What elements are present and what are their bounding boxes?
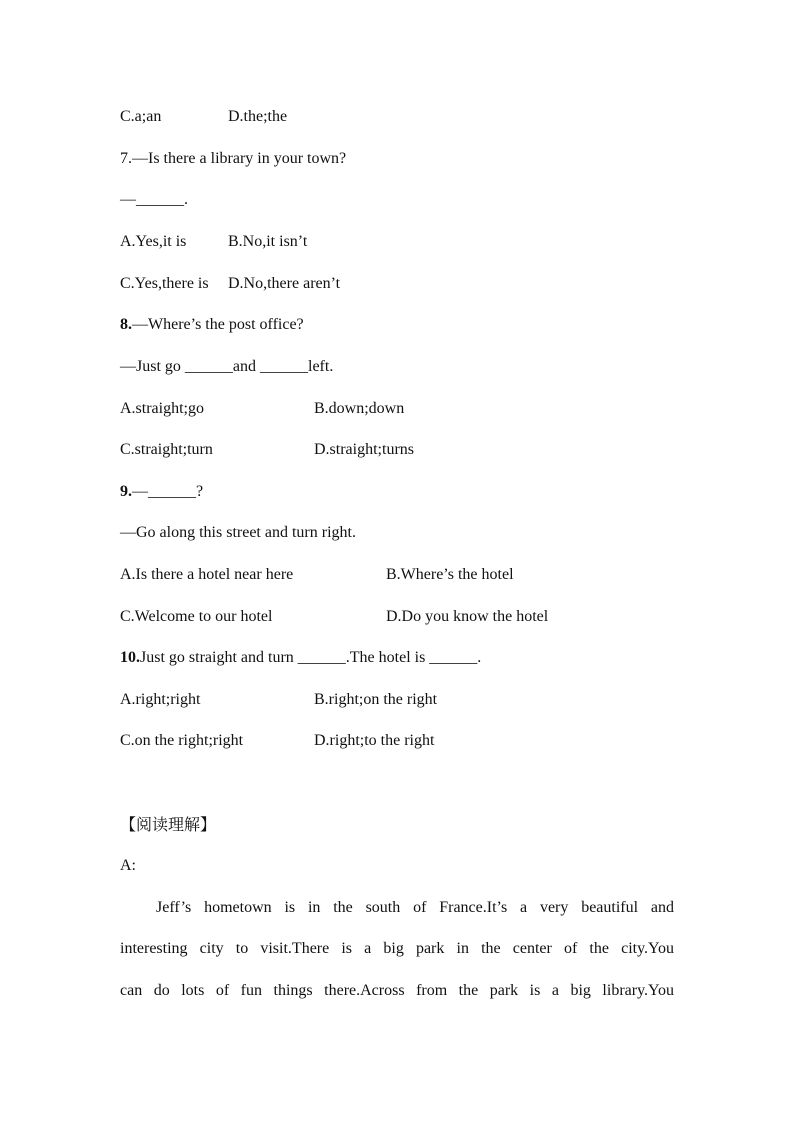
q10-option-d[interactable]: D.right;to the right bbox=[314, 732, 435, 749]
q8-answer-line: —Just go ______and ______left. bbox=[120, 358, 334, 375]
q7-option-c[interactable]: C.Yes,there is bbox=[120, 275, 209, 292]
q10-option-b[interactable]: B.right;on the right bbox=[314, 691, 438, 708]
q8-option-b[interactable]: B.down;down bbox=[314, 400, 405, 417]
q10-options-row-2 bbox=[120, 731, 680, 751]
q8-option-c[interactable]: C.straight;turn bbox=[120, 441, 213, 458]
passage-line-3: can do lots of fun things there.Across from the park is a big library.You bbox=[120, 982, 674, 999]
q10-option-a[interactable]: A.right;right bbox=[120, 691, 201, 708]
q10-option-c[interactable]: C.on the right;right bbox=[120, 732, 244, 749]
passage-line-2: interesting city to visit.There is a big park in the center of the city.You bbox=[120, 940, 674, 957]
q9-option-c[interactable]: C.Welcome to our hotel bbox=[120, 608, 273, 625]
q9-answer-line: —Go along this street and turn right. bbox=[120, 524, 356, 541]
q7-options-row-2 bbox=[120, 274, 680, 294]
q8-option-a[interactable]: A.straight;go bbox=[120, 400, 204, 417]
q6-option-d[interactable]: D.the;the bbox=[228, 108, 288, 125]
q7-option-a[interactable]: A.Yes,it is bbox=[120, 233, 187, 250]
q9-options-row-1 bbox=[120, 565, 680, 585]
q10-question bbox=[120, 648, 481, 668]
passage-label: A: bbox=[120, 857, 136, 874]
q7-option-b[interactable]: B.No,it isn’t bbox=[228, 233, 308, 250]
q7-question: 7.—Is there a library in your town? bbox=[120, 150, 347, 167]
q6-options-row-2 bbox=[120, 107, 680, 127]
q7-answer-line: —______. bbox=[120, 191, 188, 208]
q9-option-a[interactable]: A.Is there a hotel near here bbox=[120, 566, 294, 583]
reading-section-title: 【阅读理解】 bbox=[120, 815, 217, 834]
q7-options-row-1 bbox=[120, 232, 680, 252]
q10-question-text: Just go straight and turn ______.The hotel is ______. bbox=[140, 649, 482, 666]
q10-options-row-1 bbox=[120, 690, 680, 710]
q8-options-row-2 bbox=[120, 440, 680, 460]
q9-number: 9. bbox=[120, 483, 132, 500]
q7-option-d[interactable]: D.No,there aren’t bbox=[228, 275, 341, 292]
q8-number: 8. bbox=[120, 316, 132, 333]
q8-option-d[interactable]: D.straight;turns bbox=[314, 441, 414, 458]
q9-option-d[interactable]: D.Do you know the hotel bbox=[386, 608, 549, 625]
q9-options-row-2 bbox=[120, 607, 680, 627]
q10-number: 10. bbox=[120, 649, 140, 666]
q9-question bbox=[120, 482, 203, 502]
q8-question bbox=[120, 315, 304, 335]
passage-line-1: Jeff’s hometown is in the south of France.It’s a very beautiful and bbox=[156, 899, 674, 916]
q8-question-text: —Where’s the post office? bbox=[132, 316, 304, 333]
q8-options-row-1 bbox=[120, 399, 680, 419]
q6-option-c[interactable]: C.a;an bbox=[120, 108, 162, 125]
q9-question-text: —______? bbox=[132, 483, 204, 500]
q9-option-b[interactable]: B.Where’s the hotel bbox=[386, 566, 514, 583]
